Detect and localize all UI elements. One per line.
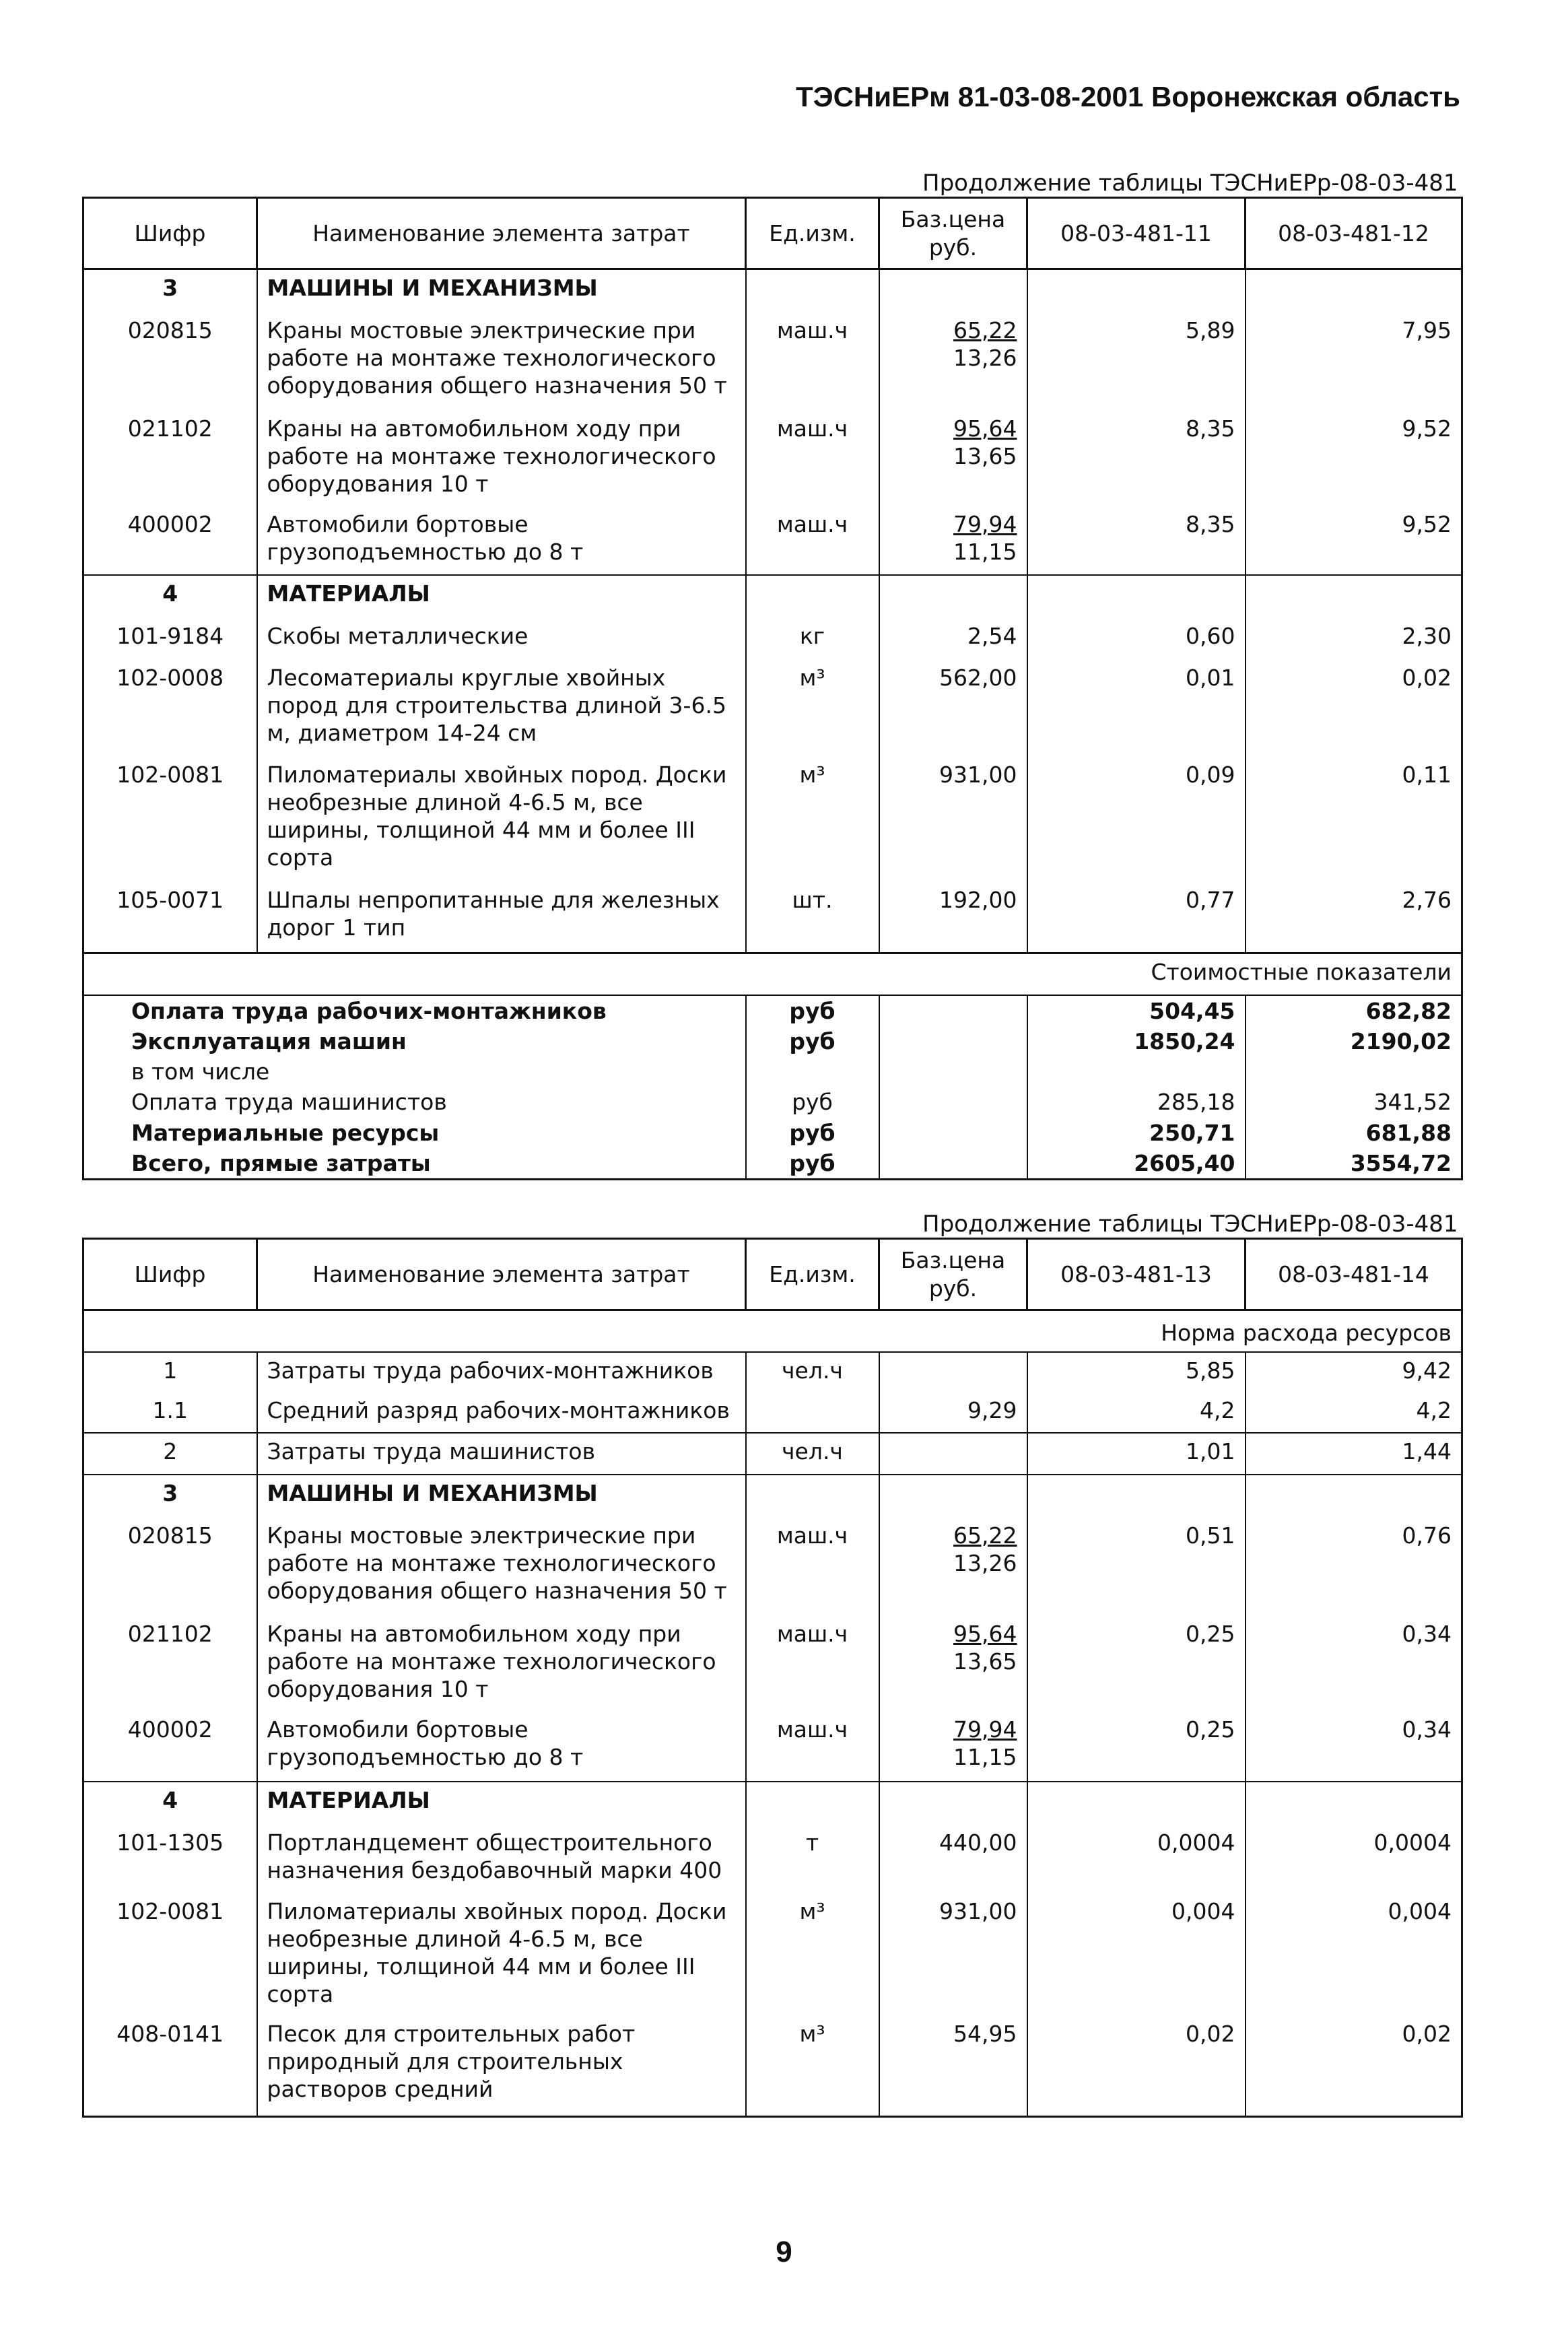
row-unit: маш.ч <box>746 1616 879 1712</box>
row-v2: 7,95 <box>1246 312 1462 411</box>
row-v2: 9,52 <box>1246 506 1462 575</box>
table-row <box>83 1433 1462 1475</box>
row-code: 102-0081 <box>83 757 257 882</box>
row-unit: маш.ч <box>746 506 879 575</box>
table-row <box>83 618 1462 660</box>
table1 <box>82 197 1463 1180</box>
row-name: Затраты труда машинистов <box>257 1433 746 1475</box>
table2-header-row <box>83 1239 1462 1310</box>
row-v2: 0,004 <box>1246 1893 1462 2016</box>
row-price: 562,00 <box>879 660 1027 757</box>
table-row <box>83 1518 1462 1616</box>
row-name: Песок для строительных работ природный для строительных растворов средний <box>257 2016 746 2117</box>
row-code: 105-0071 <box>83 882 257 953</box>
norm-heading: Норма расхода ресурсов <box>83 1310 1462 1352</box>
document-header: ТЭСНиЕРм 81-03-08-2001 Воронежская область <box>796 81 1460 112</box>
table-row <box>83 1712 1462 1782</box>
row-code: 020815 <box>83 312 257 411</box>
row-v1: 1,01 <box>1027 1433 1246 1475</box>
table-row <box>83 506 1462 575</box>
table1-caption: Продолжение таблицы ТЭСНиЕРр-08-03-481 <box>922 170 1458 197</box>
row-v2: 0,02 <box>1246 2016 1462 2117</box>
row-unit: м³ <box>746 757 879 882</box>
row-code: 408-0141 <box>83 2016 257 2117</box>
sum-v2: 682,82 <box>1246 995 1462 1026</box>
row-v1: 8,35 <box>1027 506 1246 575</box>
row-v1: 0,02 <box>1027 2016 1246 2117</box>
table-row <box>83 1825 1462 1893</box>
row-unit: маш.ч <box>746 1518 879 1616</box>
row-code: 1.1 <box>83 1392 257 1433</box>
row-v2: 0,02 <box>1246 660 1462 757</box>
table-row <box>83 269 1462 312</box>
sum-row <box>83 1026 1462 1056</box>
row-v1: 0,51 <box>1027 1518 1246 1616</box>
row-v1: 0,60 <box>1027 618 1246 660</box>
row-name: Шпалы непропитанные для железных дорог 1 тип <box>257 882 746 953</box>
row-code: 400002 <box>83 1712 257 1782</box>
col-unit: Ед.изм. <box>746 1239 879 1310</box>
sum-v1: 285,18 <box>1027 1087 1246 1117</box>
row-name: Краны мостовые электрические при работе на монтаже технологического оборудования общего назначения 50 т <box>257 312 746 411</box>
col-code: Шифр <box>83 1239 257 1310</box>
table-row <box>83 2016 1462 2117</box>
row-code: 020815 <box>83 1518 257 1616</box>
table-row <box>83 1616 1462 1712</box>
row-price: 65,22 13,26 <box>879 312 1027 411</box>
sum-unit: руб <box>746 1148 879 1180</box>
table2 <box>82 1238 1463 2118</box>
row-v1: 8,35 <box>1027 411 1246 506</box>
row-code: 101-1305 <box>83 1825 257 1893</box>
row-v2: 0,76 <box>1246 1518 1462 1616</box>
sum-v1: 2605,40 <box>1027 1148 1246 1180</box>
row-unit: т <box>746 1825 879 1893</box>
section-num: 3 <box>83 1475 257 1518</box>
cost-heading-row <box>83 953 1462 995</box>
row-v1: 5,89 <box>1027 312 1246 411</box>
row-unit: чел.ч <box>746 1433 879 1475</box>
sum-label: Оплата труда машинистов <box>83 1087 746 1117</box>
row-unit: шт. <box>746 882 879 953</box>
sum-row <box>83 1087 1462 1117</box>
row-v2: 1,44 <box>1246 1433 1462 1475</box>
row-unit: маш.ч <box>746 411 879 506</box>
col-unit: Ед.изм. <box>746 198 879 269</box>
row-unit: м³ <box>746 660 879 757</box>
sum-label: Оплата труда рабочих-монтажников <box>83 995 746 1026</box>
table-row <box>83 1893 1462 2016</box>
table-row <box>83 1392 1462 1433</box>
row-name: Автомобили бортовые грузоподъемностью до 8 т <box>257 506 746 575</box>
section-title: МАШИНЫ И МЕХАНИЗМЫ <box>257 1475 746 1518</box>
row-name: Пиломатериалы хвойных пород. Доски необрезные длиной 4-6.5 м, все ширины, толщиной 44 мм и более III сорта <box>257 1893 746 2016</box>
table-row <box>83 575 1462 618</box>
sum-row <box>83 1148 1462 1180</box>
row-unit: м³ <box>746 1893 879 2016</box>
sum-row <box>83 995 1462 1026</box>
row-v2: 9,42 <box>1246 1352 1462 1392</box>
row-code: 102-0008 <box>83 660 257 757</box>
col-price: Баз.цена руб. <box>879 1239 1027 1310</box>
row-unit: маш.ч <box>746 312 879 411</box>
row-v1: 5,85 <box>1027 1352 1246 1392</box>
col-c2: 08-03-481-14 <box>1246 1239 1462 1310</box>
row-code: 021102 <box>83 411 257 506</box>
row-price: 931,00 <box>879 757 1027 882</box>
row-v2: 2,76 <box>1246 882 1462 953</box>
section-num: 4 <box>83 575 257 618</box>
row-v2: 0,34 <box>1246 1712 1462 1782</box>
row-code: 102-0081 <box>83 1893 257 2016</box>
sum-label: Эксплуатация машин <box>83 1026 746 1056</box>
row-price: 440,00 <box>879 1825 1027 1893</box>
row-name: Портландцемент общестроительного назначения бездобавочный марки 400 <box>257 1825 746 1893</box>
row-name: Краны на автомобильном ходу при работе на монтаже технологического оборудования 10 т <box>257 1616 746 1712</box>
sum-v1: 250,71 <box>1027 1118 1246 1148</box>
row-v1: 4,2 <box>1027 1392 1246 1433</box>
table-row <box>83 757 1462 882</box>
row-name: Скобы металлические <box>257 618 746 660</box>
sum-v2: 681,88 <box>1246 1118 1462 1148</box>
col-c1: 08-03-481-11 <box>1027 198 1246 269</box>
col-code: Шифр <box>83 198 257 269</box>
sum-row <box>83 1056 1462 1087</box>
row-price: 54,95 <box>879 2016 1027 2117</box>
row-v1: 0,0004 <box>1027 1825 1246 1893</box>
row-price: 95,64 13,65 <box>879 411 1027 506</box>
row-price: 192,00 <box>879 882 1027 953</box>
section-num: 3 <box>83 269 257 312</box>
row-unit: кг <box>746 618 879 660</box>
row-v1: 0,25 <box>1027 1712 1246 1782</box>
row-v2: 0,34 <box>1246 1616 1462 1712</box>
sum-v1: 504,45 <box>1027 995 1246 1026</box>
row-price <box>879 1352 1027 1392</box>
row-code: 400002 <box>83 506 257 575</box>
col-c1: 08-03-481-13 <box>1027 1239 1246 1310</box>
row-v2: 0,0004 <box>1246 1825 1462 1893</box>
row-price <box>879 1433 1027 1475</box>
row-code: 101-9184 <box>83 618 257 660</box>
row-name: Затраты труда рабочих-монтажников <box>257 1352 746 1392</box>
section-title: МАТЕРИАЛЫ <box>257 1782 746 1825</box>
col-price: Баз.цена руб. <box>879 198 1027 269</box>
row-v2: 2,30 <box>1246 618 1462 660</box>
row-v1: 0,004 <box>1027 1893 1246 2016</box>
col-name: Наименование элемента затрат <box>257 198 746 269</box>
norm-heading-row <box>83 1310 1462 1352</box>
sum-v2: 2190,02 <box>1246 1026 1462 1056</box>
row-v1: 0,77 <box>1027 882 1246 953</box>
sum-unit: руб <box>746 1026 879 1056</box>
sum-label: Материальные ресурсы <box>83 1118 746 1148</box>
table-row <box>83 312 1462 411</box>
table-row <box>83 1352 1462 1392</box>
row-price: 95,64 13,65 <box>879 1616 1027 1712</box>
row-v2: 4,2 <box>1246 1392 1462 1433</box>
section-num: 4 <box>83 1782 257 1825</box>
row-v1: 0,01 <box>1027 660 1246 757</box>
section-title: МАШИНЫ И МЕХАНИЗМЫ <box>257 269 746 312</box>
table2-caption: Продолжение таблицы ТЭСНиЕРр-08-03-481 <box>922 1211 1458 1238</box>
sum-unit: руб <box>746 995 879 1026</box>
row-v2: 0,11 <box>1246 757 1462 882</box>
sum-v1: 1850,24 <box>1027 1026 1246 1056</box>
sum-label: Всего, прямые затраты <box>83 1148 746 1180</box>
table-row <box>83 660 1462 757</box>
sum-v2: 341,52 <box>1246 1087 1462 1117</box>
row-price: 79,94 11,15 <box>879 506 1027 575</box>
row-price: 65,22 13,26 <box>879 1518 1027 1616</box>
row-name: Краны на автомобильном ходу при работе на монтаже технологического оборудования 10 т <box>257 411 746 506</box>
table-row <box>83 882 1462 953</box>
row-unit: м³ <box>746 2016 879 2117</box>
section-title: МАТЕРИАЛЫ <box>257 575 746 618</box>
page-number: 9 <box>776 2235 792 2268</box>
row-price: 931,00 <box>879 1893 1027 2016</box>
col-c2: 08-03-481-12 <box>1246 198 1462 269</box>
table1-header-row <box>83 198 1462 269</box>
row-v1: 0,09 <box>1027 757 1246 882</box>
row-unit: маш.ч <box>746 1712 879 1782</box>
row-v1: 0,25 <box>1027 1616 1246 1712</box>
row-price: 2,54 <box>879 618 1027 660</box>
table-row <box>83 1475 1462 1518</box>
sum-row <box>83 1118 1462 1148</box>
row-unit <box>746 1392 879 1433</box>
row-price: 9,29 <box>879 1392 1027 1433</box>
row-name: Краны мостовые электрические при работе на монтаже технологического оборудования общего назначения 50 т <box>257 1518 746 1616</box>
row-unit: чел.ч <box>746 1352 879 1392</box>
row-code: 2 <box>83 1433 257 1475</box>
col-name: Наименование элемента затрат <box>257 1239 746 1310</box>
sum-label: в том числе <box>83 1056 746 1087</box>
row-name: Пиломатериалы хвойных пород. Доски необрезные длиной 4-6.5 м, все ширины, толщиной 44 мм и более III сорта <box>257 757 746 882</box>
table-row <box>83 411 1462 506</box>
row-code: 1 <box>83 1352 257 1392</box>
sum-unit: руб <box>746 1118 879 1148</box>
sum-unit: руб <box>746 1087 879 1117</box>
row-name: Лесоматериалы круглые хвойных пород для строительства длиной 3-6.5 м, диаметром 14-24 см <box>257 660 746 757</box>
row-price: 79,94 11,15 <box>879 1712 1027 1782</box>
row-v2: 9,52 <box>1246 411 1462 506</box>
row-name: Автомобили бортовые грузоподъемностью до 8 т <box>257 1712 746 1782</box>
row-name: Средний разряд рабочих-монтажников <box>257 1392 746 1433</box>
sum-v2: 3554,72 <box>1246 1148 1462 1180</box>
cost-heading: Стоимостные показатели <box>83 953 1462 995</box>
row-code: 021102 <box>83 1616 257 1712</box>
table-row <box>83 1782 1462 1825</box>
